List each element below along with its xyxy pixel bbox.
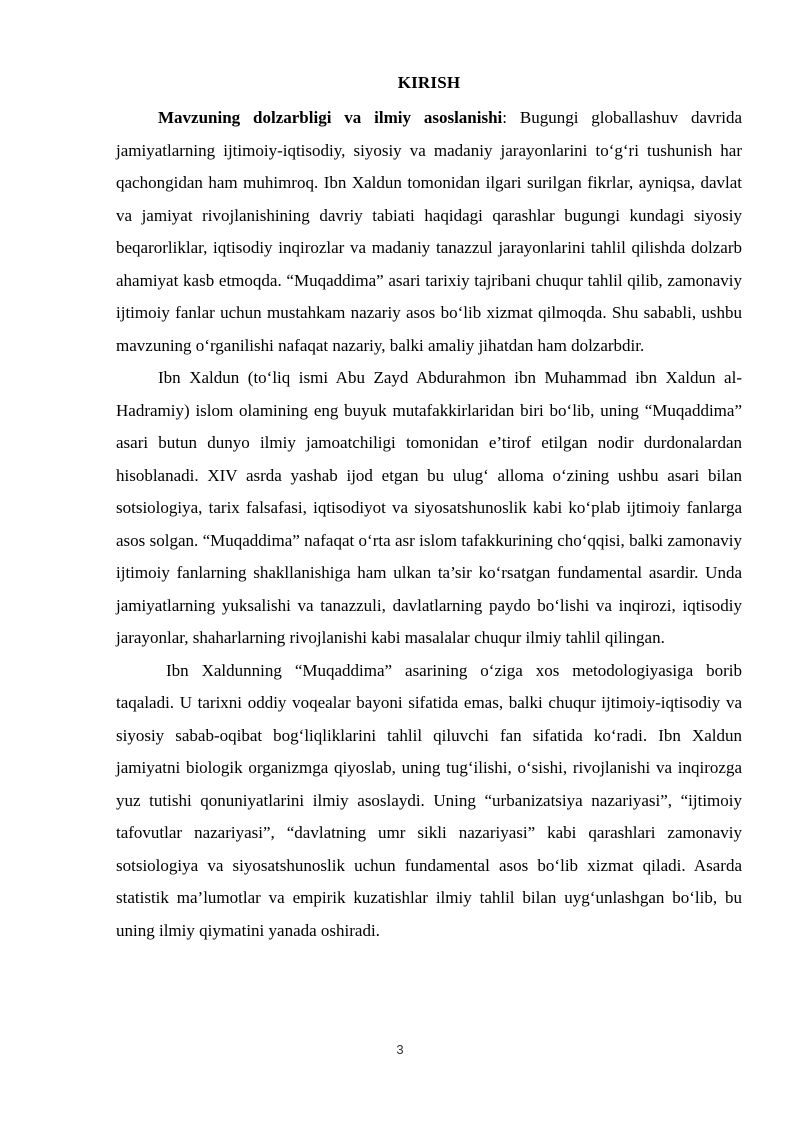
paragraph-text: Ibn Xaldun (to‘liq ismi Abu Zayd Abdurahmon ibn Muhammad ibn Xaldun al-Hadramiy) islom olamining eng buyuk mutafakkirlaridan biri bo‘lib, uning “Muqaddima” asari butun dunyo ilmiy jamoatchiligi tomonidan e’tirof etilgan nodir durdonalardan hisoblanadi. XIV asrda yashab ijod etgan bu ulug‘ alloma o‘zining ushbu asari bilan sotsiologiya, tarix falsafasi, iqtisodiyot va siyosatshunoslik kabi ko‘plab ijtimoiy fanlarga asos solgan. “Muqaddima” nafaqat o‘rta asr islom tafakkurining cho‘qqisi, balki zamonaviy ijtimoiy fanlarning shakllanishiga ham ulkan ta’sir ko‘rsatgan fundamental asardir. Unda jamiyatlarning yuksalishi va tanazzuli, davlatlarning paydo bo‘lishi va inqirozi, iqtisodiy jarayonlar, shaharlarning rivojlanishi kabi masalalar chuqur ilmiy tahlil qilingan. — [116, 368, 742, 647]
paragraph-lead-term: Mavzuning dolzarbligi va ilmiy asoslanishi — [158, 108, 503, 127]
paragraph-ibn-khaldun-biography — [116, 362, 742, 655]
paragraph-text: : Bugungi globallashuv davrida jamiyatlarning ijtimoiy-iqtisodiy, siyosiy va madaniy jarayonlarini to‘g‘ri tushunish har qachongidan ham muhimroq. Ibn Xaldun tomonidan ilgari surilgan fikrlar, ayniqsa, davlat va jamiyat rivojlanishining davriy tabiati haqidagi qarashlar bugungi kundagi siyosiy beqarorliklar, iqtisodiy inqirozlar va madaniy tanazzul jarayonlarini tahlil qilishda dolzarb ahamiyat kasb etmoqda. “Muqaddima” asari tarixiy tajribani chuqur tahlil qilib, zamonaviy ijtimoiy fanlar uchun mustahkam nazariy asos bo‘lib xizmat qilmoqda. Shu sababli, ushbu mavzuning o‘rganilishi nafaqat nazariy, balki amaliy jihatdan ham dolzarbdir. — [116, 108, 743, 355]
document-page — [116, 72, 742, 947]
paragraph-text: Ibn Xaldunning “Muqaddima” asarining o‘ziga xos metodologiyasiga borib taqaladi. U tarixni oddiy voqealar bayoni sifatida emas, balki chuqur ijtimoiy-iqtisodiy va siyosiy sabab-oqibat bog‘liqliklarini tahlil qiluvchi fan sifatida ko‘radi. Ibn Xaldun jamiyatni biologik organizmga qiyoslab, uning tug‘ilishi, o‘sishi, rivojlanishi va inqirozga yuz tutishi qonuniyatlarini ilmiy asoslaydi. Uning “urbanizatsiya nazariyasi”, “ijtimoiy tafovutlar nazariyasi”, “davlatning umr sikli nazariyasi” kabi qarashlari zamonaviy sotsiologiya va siyosatshunoslik uchun fundamental asos bo‘lib xizmat qiladi. Asarda statistik ma’lumotlar va empirik kuzatishlar ilmiy tahlil bilan uyg‘unlashgan bo‘lib, bu uning ilmiy qiymatini yanada oshiradi. — [116, 660, 742, 940]
paragraph-methodology — [116, 655, 742, 948]
paragraph-relevance — [116, 102, 742, 362]
section-heading: KIRISH — [397, 73, 461, 92]
page-number: 3 — [396, 1042, 404, 1057]
